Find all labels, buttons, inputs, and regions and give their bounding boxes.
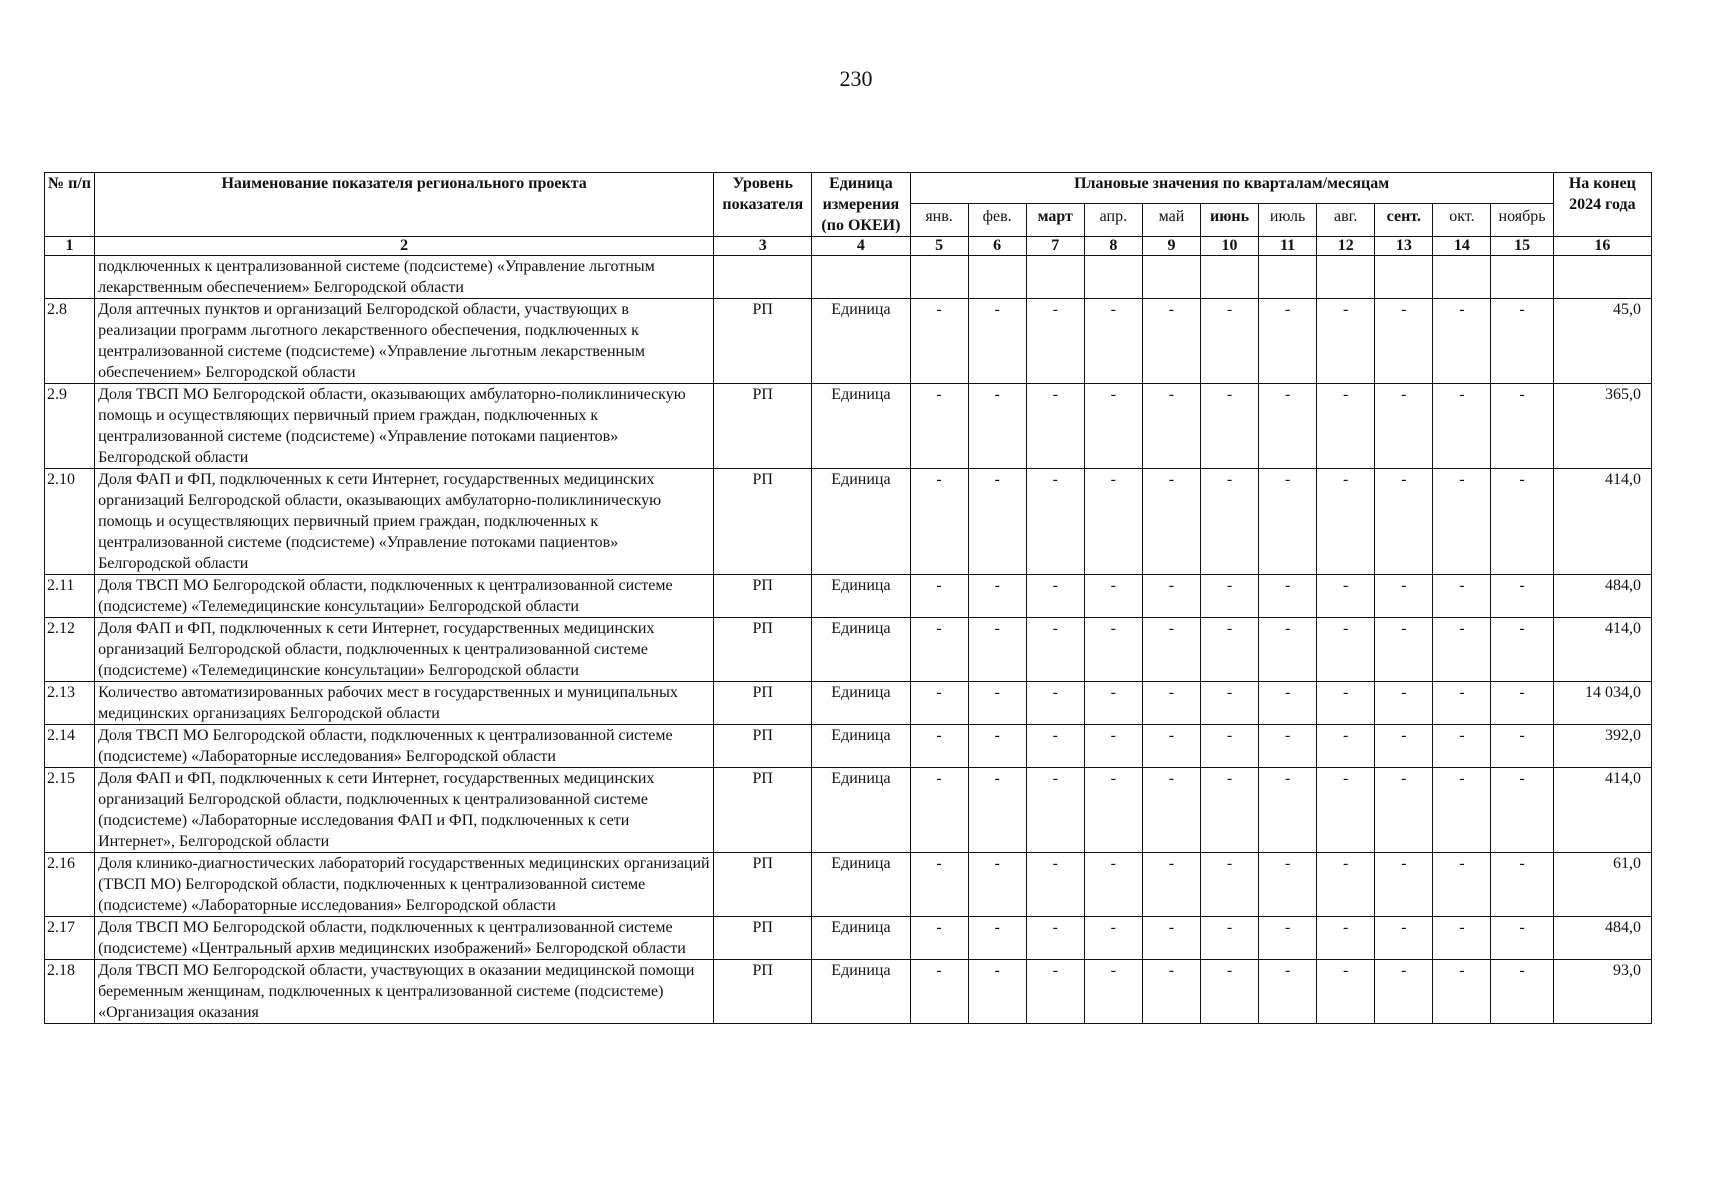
row-month-value: - xyxy=(1142,725,1200,768)
row-month-value: - xyxy=(1026,299,1084,384)
row-number: 2.17 xyxy=(45,917,95,960)
row-end-value: 45,0 xyxy=(1553,299,1651,384)
row-level: РП xyxy=(714,618,812,682)
row-month-value: - xyxy=(1200,618,1258,682)
column-number: 2 xyxy=(95,237,714,256)
row-month-value: - xyxy=(968,725,1026,768)
row-unit: Единица xyxy=(812,960,910,1024)
row-month-value xyxy=(910,256,968,299)
row-end-value: 365,0 xyxy=(1553,384,1651,469)
row-level: РП xyxy=(714,299,812,384)
row-month-value xyxy=(1375,256,1433,299)
row-month-value: - xyxy=(1200,682,1258,725)
table-body xyxy=(45,237,1652,1024)
row-month-value: - xyxy=(1084,960,1142,1024)
row-number: 2.15 xyxy=(45,768,95,853)
row-month-value: - xyxy=(968,384,1026,469)
row-unit: Единица xyxy=(812,682,910,725)
row-month-value: - xyxy=(910,960,968,1024)
header-month: апр. xyxy=(1084,203,1142,236)
row-level: РП xyxy=(714,960,812,1024)
table-row xyxy=(45,618,1652,682)
row-unit: Единица xyxy=(812,299,910,384)
row-month-value: - xyxy=(1200,917,1258,960)
row-month-value: - xyxy=(1491,960,1553,1024)
table-row xyxy=(45,768,1652,853)
row-month-value: - xyxy=(1433,469,1491,575)
row-month-value: - xyxy=(910,682,968,725)
row-month-value: - xyxy=(910,469,968,575)
row-level: РП xyxy=(714,768,812,853)
row-month-value: - xyxy=(1084,917,1142,960)
row-indicator-name: Доля ТВСП МО Белгородской области, оказывающих амбулаторно-поликлиническую помощь и осуществляющих первичный прием граждан, подключенных к централизованной системе (подсистеме) «Управление потоками пациентов» Белгородской области xyxy=(95,384,714,469)
row-month-value: - xyxy=(910,575,968,618)
header-month: фев. xyxy=(968,203,1026,236)
row-month-value: - xyxy=(1142,853,1200,917)
column-number: 14 xyxy=(1433,237,1491,256)
row-month-value: - xyxy=(1084,575,1142,618)
row-month-value: - xyxy=(1491,299,1553,384)
row-month-value: - xyxy=(1491,618,1553,682)
row-month-value: - xyxy=(1200,725,1258,768)
header-level: Уровень показателя xyxy=(714,173,812,237)
row-month-value: - xyxy=(1491,575,1553,618)
row-month-value: - xyxy=(1433,575,1491,618)
row-month-value: - xyxy=(1375,618,1433,682)
row-month-value: - xyxy=(1491,853,1553,917)
row-month-value: - xyxy=(1142,299,1200,384)
row-month-value: - xyxy=(1142,575,1200,618)
row-unit: Единица xyxy=(812,853,910,917)
row-level: РП xyxy=(714,575,812,618)
row-month-value: - xyxy=(1200,299,1258,384)
row-end-value: 392,0 xyxy=(1553,725,1651,768)
row-month-value: - xyxy=(1200,960,1258,1024)
column-number: 13 xyxy=(1375,237,1433,256)
row-month-value: - xyxy=(1026,725,1084,768)
header-month: июль xyxy=(1259,203,1317,236)
row-indicator-name: подключенных к централизованной системе (подсистеме) «Управление льготным лекарственным обеспечением» Белгородской области xyxy=(95,256,714,299)
row-month-value: - xyxy=(1375,299,1433,384)
row-indicator-name: Доля ТВСП МО Белгородской области, подключенных к централизованной системе (подсистеме) «Лабораторные исследования» Белгородской области xyxy=(95,725,714,768)
row-month-value: - xyxy=(1026,618,1084,682)
row-month-value: - xyxy=(968,299,1026,384)
indicators-table xyxy=(44,172,1652,1024)
row-month-value: - xyxy=(1259,960,1317,1024)
row-end-value: 14 034,0 xyxy=(1553,682,1651,725)
row-month-value: - xyxy=(1491,768,1553,853)
row-month-value xyxy=(968,256,1026,299)
row-indicator-name: Доля ФАП и ФП, подключенных к сети Интернет, государственных медицинских организаций Белгородской области, оказывающих амбулаторно-поликлиническую помощь и осуществляющих первичный прием граждан, подключенных к централизованной системе (подсистеме) «Управление потоками пациентов» Белгородской области xyxy=(95,469,714,575)
row-month-value: - xyxy=(1375,960,1433,1024)
row-month-value: - xyxy=(1084,618,1142,682)
row-month-value: - xyxy=(1026,682,1084,725)
row-month-value: - xyxy=(1375,682,1433,725)
row-month-value: - xyxy=(1084,469,1142,575)
row-end-value: 61,0 xyxy=(1553,853,1651,917)
row-month-value: - xyxy=(1084,384,1142,469)
row-month-value: - xyxy=(1142,768,1200,853)
row-month-value: - xyxy=(1317,682,1375,725)
column-number: 12 xyxy=(1317,237,1375,256)
row-month-value: - xyxy=(968,960,1026,1024)
row-month-value: - xyxy=(1200,575,1258,618)
row-month-value: - xyxy=(968,575,1026,618)
row-month-value: - xyxy=(1433,618,1491,682)
row-unit: Единица xyxy=(812,917,910,960)
row-month-value xyxy=(1200,256,1258,299)
row-end-value: 484,0 xyxy=(1553,917,1651,960)
row-number: 2.14 xyxy=(45,725,95,768)
row-month-value: - xyxy=(910,725,968,768)
header-unit: Единица измерения (по ОКЕИ) xyxy=(812,173,910,237)
row-month-value: - xyxy=(1142,917,1200,960)
row-month-value: - xyxy=(1142,618,1200,682)
row-number: 2.18 xyxy=(45,960,95,1024)
row-month-value: - xyxy=(1433,917,1491,960)
row-month-value: - xyxy=(1259,917,1317,960)
row-month-value: - xyxy=(1026,469,1084,575)
row-unit: Единица xyxy=(812,384,910,469)
row-month-value: - xyxy=(910,618,968,682)
row-month-value: - xyxy=(1317,469,1375,575)
row-number: 2.11 xyxy=(45,575,95,618)
row-month-value: - xyxy=(1142,469,1200,575)
row-level xyxy=(714,256,812,299)
row-month-value xyxy=(1259,256,1317,299)
row-month-value: - xyxy=(1491,917,1553,960)
row-unit: Единица xyxy=(812,725,910,768)
header-month: май xyxy=(1142,203,1200,236)
header-month: янв. xyxy=(910,203,968,236)
row-unit: Единица xyxy=(812,768,910,853)
row-end-value: 414,0 xyxy=(1553,768,1651,853)
row-end-value: 414,0 xyxy=(1553,618,1651,682)
row-number: 2.12 xyxy=(45,618,95,682)
column-number: 9 xyxy=(1142,237,1200,256)
row-month-value: - xyxy=(1084,725,1142,768)
column-number: 15 xyxy=(1491,237,1553,256)
row-month-value: - xyxy=(1026,917,1084,960)
row-number: 2.13 xyxy=(45,682,95,725)
table-row xyxy=(45,299,1652,384)
row-month-value: - xyxy=(1200,384,1258,469)
row-unit: Единица xyxy=(812,618,910,682)
row-month-value xyxy=(1084,256,1142,299)
row-month-value: - xyxy=(1433,768,1491,853)
table-row xyxy=(45,725,1652,768)
row-month-value xyxy=(1026,256,1084,299)
header-name: Наименование показателя регионального проекта xyxy=(95,173,714,237)
header-month: окт. xyxy=(1433,203,1491,236)
row-month-value: - xyxy=(1491,469,1553,575)
column-number: 7 xyxy=(1026,237,1084,256)
header-month: сент. xyxy=(1375,203,1433,236)
row-month-value: - xyxy=(1317,960,1375,1024)
row-month-value: - xyxy=(1026,853,1084,917)
row-month-value: - xyxy=(1026,768,1084,853)
table-row xyxy=(45,960,1652,1024)
row-month-value xyxy=(1142,256,1200,299)
row-month-value: - xyxy=(1317,768,1375,853)
header-num: № п/п xyxy=(45,173,95,237)
column-number: 6 xyxy=(968,237,1026,256)
row-indicator-name: Доля клинико-диагностических лабораторий государственных медицинских организаций (ТВСП МО) Белгородской области, подключенных к централизованной системе (подсистеме) «Лабораторные исследования» Белгородской области xyxy=(95,853,714,917)
row-end-value xyxy=(1553,256,1651,299)
column-number: 1 xyxy=(45,237,95,256)
row-month-value: - xyxy=(1084,299,1142,384)
row-unit: Единица xyxy=(812,469,910,575)
table-row xyxy=(45,682,1652,725)
row-month-value: - xyxy=(1317,618,1375,682)
row-number: 2.9 xyxy=(45,384,95,469)
row-month-value: - xyxy=(1433,853,1491,917)
row-month-value: - xyxy=(968,917,1026,960)
table-row xyxy=(45,384,1652,469)
column-number: 10 xyxy=(1200,237,1258,256)
column-numbers-row xyxy=(45,237,1652,256)
row-month-value: - xyxy=(1200,768,1258,853)
row-month-value: - xyxy=(1375,575,1433,618)
table-row xyxy=(45,469,1652,575)
row-month-value xyxy=(1491,256,1553,299)
row-month-value: - xyxy=(910,768,968,853)
row-level: РП xyxy=(714,384,812,469)
row-month-value: - xyxy=(1375,853,1433,917)
row-indicator-name: Доля ФАП и ФП, подключенных к сети Интернет, государственных медицинских организаций Белгородской области, подключенных к централизованной системе (подсистеме) «Лабораторные исследования ФАП и ФП, подключенных к сети Интернет», Белгородской области xyxy=(95,768,714,853)
page-number: 230 xyxy=(839,66,873,91)
column-number: 11 xyxy=(1259,237,1317,256)
column-number: 3 xyxy=(714,237,812,256)
row-indicator-name: Доля ФАП и ФП, подключенных к сети Интернет, государственных медицинских организаций Белгородской области, подключенных к централизованной системе (подсистеме) «Телемедицинские консультации» Белгородской области xyxy=(95,618,714,682)
row-month-value: - xyxy=(1317,725,1375,768)
row-month-value: - xyxy=(1259,725,1317,768)
header-month: авг. xyxy=(1317,203,1375,236)
row-indicator-name: Доля ТВСП МО Белгородской области, подключенных к централизованной системе (подсистеме) «Центральный архив медицинских изображений» Белгородской области xyxy=(95,917,714,960)
row-number: 2.10 xyxy=(45,469,95,575)
column-number: 8 xyxy=(1084,237,1142,256)
row-month-value: - xyxy=(1259,469,1317,575)
header-month: ноябрь xyxy=(1491,203,1553,236)
row-month-value: - xyxy=(1317,575,1375,618)
row-month-value: - xyxy=(1317,299,1375,384)
row-indicator-name: Доля ТВСП МО Белгородской области, участвующих в оказании медицинской помощи беременным женщинам, подключенных к централизованной системе (подсистеме) «Организация оказания xyxy=(95,960,714,1024)
row-month-value: - xyxy=(910,299,968,384)
row-month-value: - xyxy=(1259,768,1317,853)
row-month-value: - xyxy=(1375,384,1433,469)
row-month-value: - xyxy=(968,469,1026,575)
row-month-value: - xyxy=(968,682,1026,725)
row-indicator-name: Количество автоматизированных рабочих мест в государственных и муниципальных медицинских организациях Белгородской области xyxy=(95,682,714,725)
row-level: РП xyxy=(714,853,812,917)
row-month-value: - xyxy=(968,768,1026,853)
header-end: На конец 2024 года xyxy=(1553,173,1651,237)
row-unit: Единица xyxy=(812,575,910,618)
row-indicator-name: Доля ТВСП МО Белгородской области, подключенных к централизованной системе (подсистеме) «Телемедицинские консультации» Белгородской области xyxy=(95,575,714,618)
row-level: РП xyxy=(714,917,812,960)
row-month-value: - xyxy=(1259,299,1317,384)
row-level: РП xyxy=(714,682,812,725)
row-month-value: - xyxy=(910,917,968,960)
row-month-value: - xyxy=(1317,853,1375,917)
row-month-value: - xyxy=(1259,682,1317,725)
row-month-value: - xyxy=(1375,725,1433,768)
row-month-value: - xyxy=(1259,618,1317,682)
row-month-value: - xyxy=(1317,917,1375,960)
row-month-value: - xyxy=(1200,853,1258,917)
header-row-top xyxy=(45,173,1652,204)
row-month-value: - xyxy=(1084,768,1142,853)
row-month-value: - xyxy=(1200,469,1258,575)
header-month: март xyxy=(1026,203,1084,236)
table-row xyxy=(45,575,1652,618)
row-month-value: - xyxy=(1142,960,1200,1024)
row-level: РП xyxy=(714,725,812,768)
table-row xyxy=(45,917,1652,960)
row-month-value: - xyxy=(968,618,1026,682)
row-indicator-name: Доля аптечных пунктов и организаций Белгородской области, участвующих в реализации программ льготного лекарственного обеспечения, подключенных к централизованной системе (подсистеме) «Управление льготным лекарственным обеспечением» Белгородской области xyxy=(95,299,714,384)
row-month-value: - xyxy=(1026,384,1084,469)
row-month-value: - xyxy=(1084,853,1142,917)
row-level: РП xyxy=(714,469,812,575)
row-month-value: - xyxy=(1026,960,1084,1024)
row-month-value xyxy=(1317,256,1375,299)
table-row xyxy=(45,853,1652,917)
row-month-value: - xyxy=(1433,299,1491,384)
row-month-value: - xyxy=(1433,725,1491,768)
row-month-value: - xyxy=(1433,960,1491,1024)
row-unit xyxy=(812,256,910,299)
row-month-value: - xyxy=(1491,682,1553,725)
row-month-value: - xyxy=(910,853,968,917)
row-month-value: - xyxy=(1259,853,1317,917)
row-month-value: - xyxy=(1317,384,1375,469)
row-number xyxy=(45,256,95,299)
row-month-value: - xyxy=(1375,917,1433,960)
row-end-value: 414,0 xyxy=(1553,469,1651,575)
row-month-value: - xyxy=(1433,384,1491,469)
row-month-value: - xyxy=(1259,575,1317,618)
row-number: 2.16 xyxy=(45,853,95,917)
row-number: 2.8 xyxy=(45,299,95,384)
row-month-value: - xyxy=(910,384,968,469)
row-end-value: 484,0 xyxy=(1553,575,1651,618)
row-month-value: - xyxy=(1433,682,1491,725)
row-month-value: - xyxy=(1084,682,1142,725)
row-month-value: - xyxy=(1491,384,1553,469)
row-month-value: - xyxy=(1026,575,1084,618)
row-month-value xyxy=(1433,256,1491,299)
row-month-value: - xyxy=(1259,384,1317,469)
header-plan: Плановые значения по кварталам/месяцам xyxy=(910,173,1553,204)
header-month: июнь xyxy=(1200,203,1258,236)
row-month-value: - xyxy=(1142,682,1200,725)
column-number: 5 xyxy=(910,237,968,256)
row-month-value: - xyxy=(968,853,1026,917)
row-month-value: - xyxy=(1375,469,1433,575)
table-row xyxy=(45,256,1652,299)
row-month-value: - xyxy=(1142,384,1200,469)
column-number: 4 xyxy=(812,237,910,256)
row-month-value: - xyxy=(1375,768,1433,853)
row-end-value: 93,0 xyxy=(1553,960,1651,1024)
row-month-value: - xyxy=(1491,725,1553,768)
column-number: 16 xyxy=(1553,237,1651,256)
